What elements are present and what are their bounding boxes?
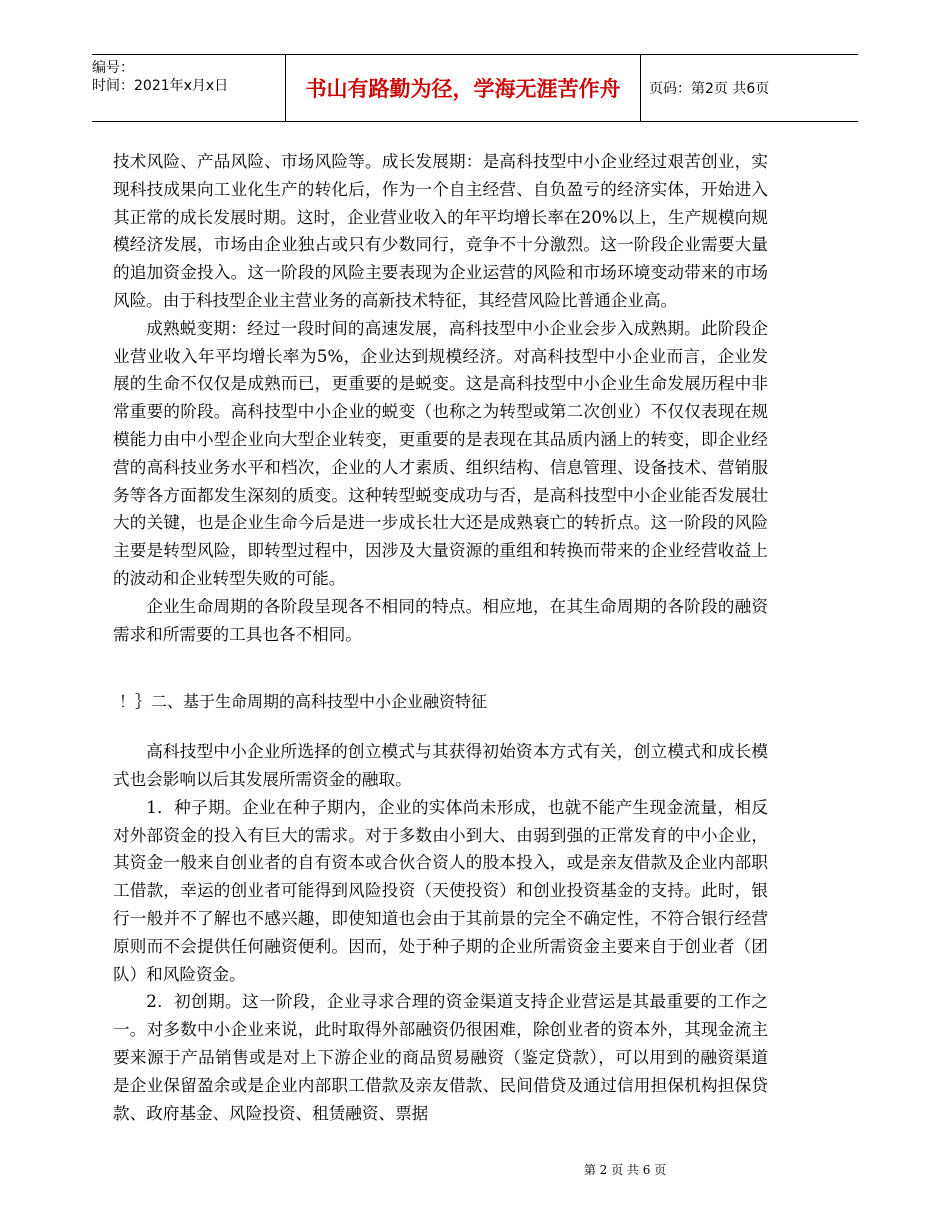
document-number-label: 编号： (92, 60, 134, 76)
header-page-info: 页码：第2页 共6页 (649, 81, 770, 97)
header-motto: 书山有路勤为径，学海无涯苦作舟 (285, 55, 641, 121)
header-meta (92, 55, 285, 121)
paragraph-lifecycle-summary: 企业生命周期的各阶段呈现各不相同的特点。相应地，在其生命周期的各阶段的融资需求和所需要的工具也各不相同。 (113, 596, 768, 644)
section-heading: ！｝二、基于生命周期的高科技型中小企业融资特征 (119, 692, 488, 712)
paragraph-section-intro: 高科技型中小企业所选择的创立模式与其获得初始资本方式有关，创立模式和成长模式也会影响以后其发展所需资金的融取。 (113, 742, 768, 789)
paragraph-seed-stage: 1．种子期。企业在种子期内，企业的实体尚未形成，也就不能产生现金流量，相反对外部资金的投入有巨大的需求。对于多数由小到大、由弱到强的正常发育的中小企业，其资金一般来自创业者的自有资本或合伙合资人的股本投入，或是亲友借款及企业内部职工借款，幸运的创业者可能得到风险投资（天使投资）和创业投资基金的支持。此时，银行一般并不了解也不感兴趣，即使知道也会由于其前景的完全不确定性，不符合银行经营原则而不会提供任何融资便利。因而，处于种子期的企业所需资金主要来自于创业者（团队）和风险资金。 (113, 797, 768, 984)
page-footer: 第 2 页 共 6 页 (583, 1163, 667, 1177)
paragraph-startup-stage: 2．初创期。这一阶段，企业寻求合理的资金渠道支持企业营运是其最重要的工作之一。对多数中小企业来说，此时取得外部融资仍很困难，除创业者的资本外，其现金流主要来源于产品销售或是对上下游企业的商品贸易融资（鉴定贷款），可以用到的融资渠道是企业保留盈余或是企业内部职工借款及亲友借款、民间借贷及通过信用担保机构担保贷款、政府基金、风险投资、租赁融资、票据 (113, 992, 768, 1123)
paragraph-growth-stage: 技术风险、产品风险、市场风险等。成长发展期：是高科技型中小企业经过艰苦创业，实现科技成果向工业化生产的转化后，作为一个自主经营、自负盈亏的经济实体，开始进入其正常的成长发展时期。这时，企业营业收入的年平均增长率在20%以上，生产规模向规模经济发展，市场由企业独占或只有少数同行，竞争不十分激烈。这一阶段企业需要大量的追加资金投入。这一阶段的风险主要表现为企业运营的风险和市场环境变动带来的市场风险。由于科技型企业主营业务的高新技术特征，其经营风险比普通企业高。 (113, 152, 768, 310)
page-header (92, 54, 858, 122)
paragraph-maturity-stage: 成熟蜕变期：经过一段时间的高速发展，高科技型中小企业会步入成熟期。此阶段企业营业收入年平均增长率为5%，企业达到规模经济。对高科技型中小企业而言，企业发展的生命不仅仅是成熟而已，更重要的是蜕变。这是高科技型中小企业生命发展历程中非常重要的阶段。高科技型中小企业的蜕变（也称之为转型或第二次创业）不仅仅表现在规模能力由中小型企业向大型企业转变，更重要的是表现在其品质内涵上的转变，即企业经营的高科技业务水平和档次，企业的人才素质、组织结构、信息管理、设备技术、营销服务等各方面都发生深刻的质变。这种转型蜕变成功与否，是高科技型中小企业能否发展壮大的关键，也是企业生命今后是进一步成长壮大还是成熟衰亡的转折点。这一阶段的风险主要是转型风险，即转型过程中，因涉及大量资源的重组和转换而带来的企业经营收益上的波动和企业转型失败的可能。 (113, 318, 768, 588)
document-time-label: 时间：2021年x月x日 (92, 78, 229, 94)
document-body (113, 148, 768, 1127)
